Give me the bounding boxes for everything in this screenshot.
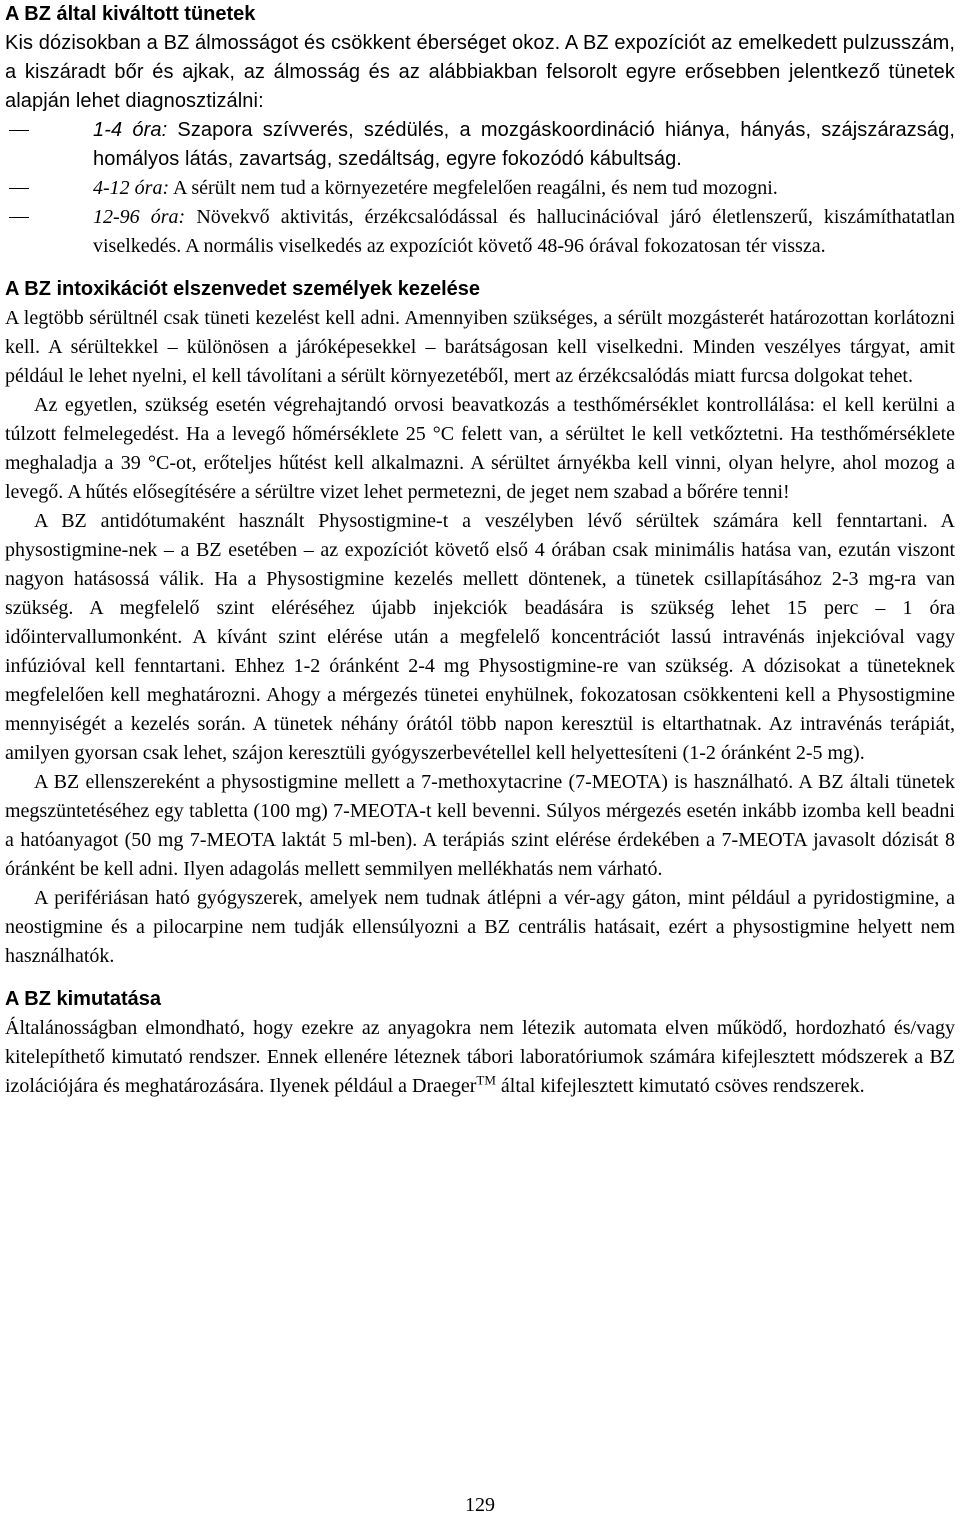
section-title-symptoms: A BZ által kiváltott tünetek — [5, 3, 256, 25]
symptom-text: Növekvő aktivitás, érzékcsalódással és hallucinációval járó életlenszerű, kiszámíthatatlan viselkedés. A normális viselkedés az expozíciót követő 48-96 órával fokozatosan tér vissza. — [93, 206, 955, 257]
symptoms-list — [5, 116, 955, 261]
treatment-paragraph: A BZ antidótumaként használt Physostigmine-t a veszélyben lévő sérültek számára kell fenntartani. A physostigmine-nek ‒ a BZ esetében ‒ az expozíciót követő első 4 órában csak minimális hatása van, ezután viszont nagyon hatásossá válik. Ha a Physostigmine kezelés mellett döntenek, a tünetek csillapításához 2-3 mg-ra van szükség. A megfelelő szint eléréséhez újabb injekciók beadására is szükség lehet 15 perc ‒ 1 óra időintervallumonként. A kívánt szint elérése után a megfelelő koncentrációt lassú intravénás injekcióval vagy infúzióval kell fenntartani. Ehhez 1-2 óránként 2-4 mg Physostigmine-re van szükség. A dózisokat a tüneteknek megfelelően kell meghatározni. Ahogy a mérgezés tünetei enyhülnek, fokozatosan csökkenteni kell a Physostigmine mennyiségét a kezelés során. A tünetek néhány órától több napon keresztül is eltarthatnak. Az intravénás terápiát, amilyen gyorsan csak lehet, szájon keresztüli gyógyszerbevétellel kell helyettesíteni (1-2 óránként 2-5 mg). — [5, 510, 955, 764]
symptom-time-label: 4-12 óra: — [93, 177, 170, 199]
detection-text: Általánosságban elmondható, hogy ezekre az anyagokra nem létezik automata elven működő, hordozható és/vagy kitelepíthető kimutató rendszer. Ennek ellenére léteznek tábori laboratóriumok számára kifejlesztett módszerek a BZ izolációjára és meghatározására. Ilyenek például a Draeger — [5, 1017, 955, 1097]
detection-text-end: által kifejlesztett kimutató csöves rendszerek. — [495, 1075, 865, 1097]
symptom-time-label: 12-96 óra: — [93, 206, 186, 228]
symptom-text: A sérült nem tud a környezetére megfelelően reagálni, és nem tud mozogni. — [169, 177, 778, 199]
symptoms-intro: Kis dózisokban a BZ álmosságot és csökkent éberséget okoz. A BZ expozíciót az emelkedett pulzusszám, a kiszáradt bőr és ajkak, az álmosság és az alábbiakban felsorolt egyre erősebben jelentkező tünetek alapján lehet diagnosztizálni: — [5, 32, 955, 112]
symptom-text: Szapora szívverés, szédülés, a mozgáskoordináció hiánya, hányás, szájszárazság, homályos látás, zavartság, szedáltság, egyre fokozódó kábultság. — [93, 119, 955, 170]
symptom-item-1-4h — [93, 116, 955, 174]
symptom-item-12-96h — [93, 203, 955, 261]
treatment-paragraph: A legtöbb sérültnél csak tüneti kezelést kell adni. Amennyiben szükséges, a sérült mozgásterét határozottan korlátozni kell. A sérültekkel ‒ különösen a járóképesekkel ‒ barátságosan kell viselkedni. Minden veszélyes tárgyat, amit például le lehet nyelni, el kell távolítani a sérült környezetéből, mert az érzékcsalódás miatt furcsa dolgokat tehet. — [5, 307, 955, 387]
treatment-paragraph: Az egyetlen, szükség esetén végrehajtandó orvosi beavatkozás a testhőmérséklet kontrollálása: el kell kerülni a túlzott felmelegedést. Ha a levegő hőmérséklete 25 °C felett van, a sérültet le kell vetkőztetni. Ha testhőmérséklete meghaladja a 39 °C-ot, erőteljes hűtést kell alkalmazni. A sérültet árnyékba kell vinni, olyan helyre, ahol mozog a levegő. A hűtés elősegítésére a sérültre vizet lehet permetezni, de jeget nem szabad a bőrére tenni! — [5, 394, 955, 503]
symptom-item-4-12h — [93, 174, 955, 203]
symptom-time-label: 1-4 óra: — [93, 119, 168, 141]
page-content — [5, 0, 955, 1101]
page-number: 129 — [465, 1494, 495, 1516]
treatment-paragraph: A perifériásan ható gyógyszerek, amelyek nem tudnak átlépni a vér-agy gáton, mint például a pyridostigmine, a neostigmine és a pilocarpine nem tudják ellensúlyozni a BZ centrális hatásait, ezért a physostigmine helyett nem használhatók. — [5, 887, 955, 967]
treatment-paragraph: A BZ ellenszereként a physostigmine mellett a 7-methoxytacrine (7-MEOTA) is használható. A BZ általi tünetek megszüntetéséhez egy tabletta (100 mg) 7-MEOTA-t kell bevenni. Súlyos mérgezés esetén inkább izomba kell beadni a hatóanyagot (50 mg 7-MEOTA laktát 5 ml-ben). A terápiás szint elérése érdekében a 7-MEOTA javasolt dózisát 8 óránként be kell adni. Ilyen adagolás mellett semmilyen mellékhatás nem várható. — [5, 771, 955, 880]
trademark-mark: TM — [476, 1072, 496, 1088]
section-title-treatment: A BZ intoxikációt elszenvedet személyek kezelése — [5, 278, 481, 300]
section-title-detection: A BZ kimutatása — [5, 988, 161, 1010]
detection-paragraph — [5, 1014, 955, 1101]
